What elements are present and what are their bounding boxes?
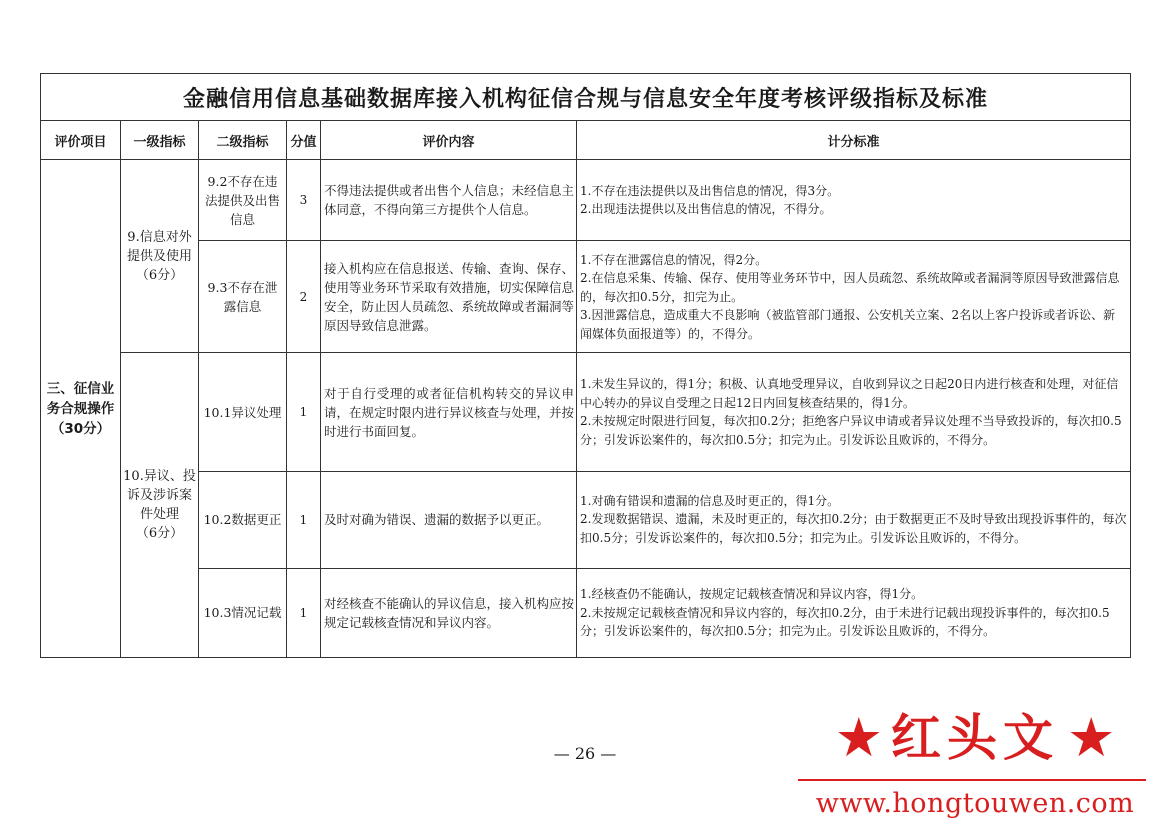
content-cell: 及时对确为错误、遗漏的数据予以更正。 [321,471,577,568]
evaluation-table [40,73,1131,658]
standard-cell: 1.未发生异议的，得1分；积极、认真地受理异议，自收到异议之日起20日内进行核查和处理，对征信中心转办的异议自受理之日起12日内回复核查结果的，得1分。 2.未按规定时限进行回复，每次扣0.2分；拒绝客户异议申请或者异议处理不当导致投诉的，每次扣0.5分；引发诉讼案件的，每次扣0.5分；扣完为止。引发诉讼且败诉的，不得分。 [577,353,1131,471]
watermark-text: 红头文 [891,709,1059,767]
level2-cell: 10.1异议处理 [199,353,287,471]
star-icon: ★ [834,706,883,769]
page-number: — 26 — [553,744,617,763]
level2-cell: 10.2数据更正 [199,471,287,568]
star-icon: ★ [1067,706,1116,769]
header-score: 分值 [287,121,321,160]
score-cell: 2 [287,241,321,353]
table-row [41,568,1131,657]
table-row [41,353,1131,471]
watermark [790,708,1160,820]
level1-cell: 10.异议、投 诉及涉诉案 件处理 （6分） [121,353,199,658]
score-cell: 1 [287,471,321,568]
level2-cell: 10.3情况记载 [199,568,287,657]
header-row [41,121,1131,160]
content-cell: 对经核查不能确认的异议信息，接入机构应按规定记载核查情况和异议内容。 [321,568,577,657]
project-cell: 三、征信业 务合规操作 （30分） [41,160,121,658]
content-cell: 对于自行受理的或者征信机构转交的异议申请，在规定时限内进行异议核查与处理，并按时进行书面回复。 [321,353,577,471]
table-row [41,471,1131,568]
score-cell: 1 [287,568,321,657]
score-cell: 1 [287,353,321,471]
standard-cell: 1.不存在泄露信息的情况，得2分。 2.在信息采集、传输、保存、使用等业务环节中，因人员疏忽、系统故障或者漏洞等原因导致泄露信息的，每次扣0.5分，扣完为止。 3.因泄露信息，造成重大不良影响（被监管部门通报、公安机关立案、2名以上客户投诉或者诉讼、新闻媒体负面报道等）的，不得分。 [577,241,1131,353]
table-row [41,160,1131,241]
score-cell: 3 [287,160,321,241]
level2-cell: 9.2不存在违法提供及出售信息 [199,160,287,241]
standard-cell: 1.经核查仍不能确认，按规定记载核查情况和异议内容，得1分。 2.未按规定记载核查情况和异议内容的，每次扣0.2分，由于未进行记载出现投诉事件的，每次扣0.5分；引发诉讼案件的，每次扣0.5分；扣完为止。引发诉讼且败诉的，不得分。 [577,568,1131,657]
content-cell: 接入机构应在信息报送、传输、查询、保存、使用等业务环节采取有效措施，切实保障信息安全，防止因人员疏忽、系统故障或者漏洞等原因导致信息泄露。 [321,241,577,353]
header-project: 评价项目 [41,121,121,160]
header-level2: 二级指标 [199,121,287,160]
standard-cell: 1.不存在违法提供以及出售信息的情况，得3分。 2.出现违法提供以及出售信息的情况，不得分。 [577,160,1131,241]
content-cell: 不得违法提供或者出售个人信息；未经信息主体同意，不得向第三方提供个人信息。 [321,160,577,241]
table-title: 金融信用信息基础数据库接入机构征信合规与信息安全年度考核评级指标及标准 [41,74,1131,121]
level1-cell: 9.信息对外 提供及使用 （6分） [121,160,199,353]
header-content: 评价内容 [321,121,577,160]
header-level1: 一级指标 [121,121,199,160]
table-row [41,241,1131,353]
standard-cell: 1.对确有错误和遗漏的信息及时更正的，得1分。 2.发现数据错误、遗漏，未及时更正的，每次扣0.2分；由于数据更正不及时导致出现投诉事件的，每次扣0.5分；引发诉讼案件的，每次扣0.5分；扣完为止。引发诉讼且败诉的，不得分。 [577,471,1131,568]
watermark-url: www.hongtouwen.com [815,788,1135,819]
level2-cell: 9.3不存在泄露信息 [199,241,287,353]
header-standard: 计分标准 [577,121,1131,160]
watermark-divider [798,779,1146,781]
